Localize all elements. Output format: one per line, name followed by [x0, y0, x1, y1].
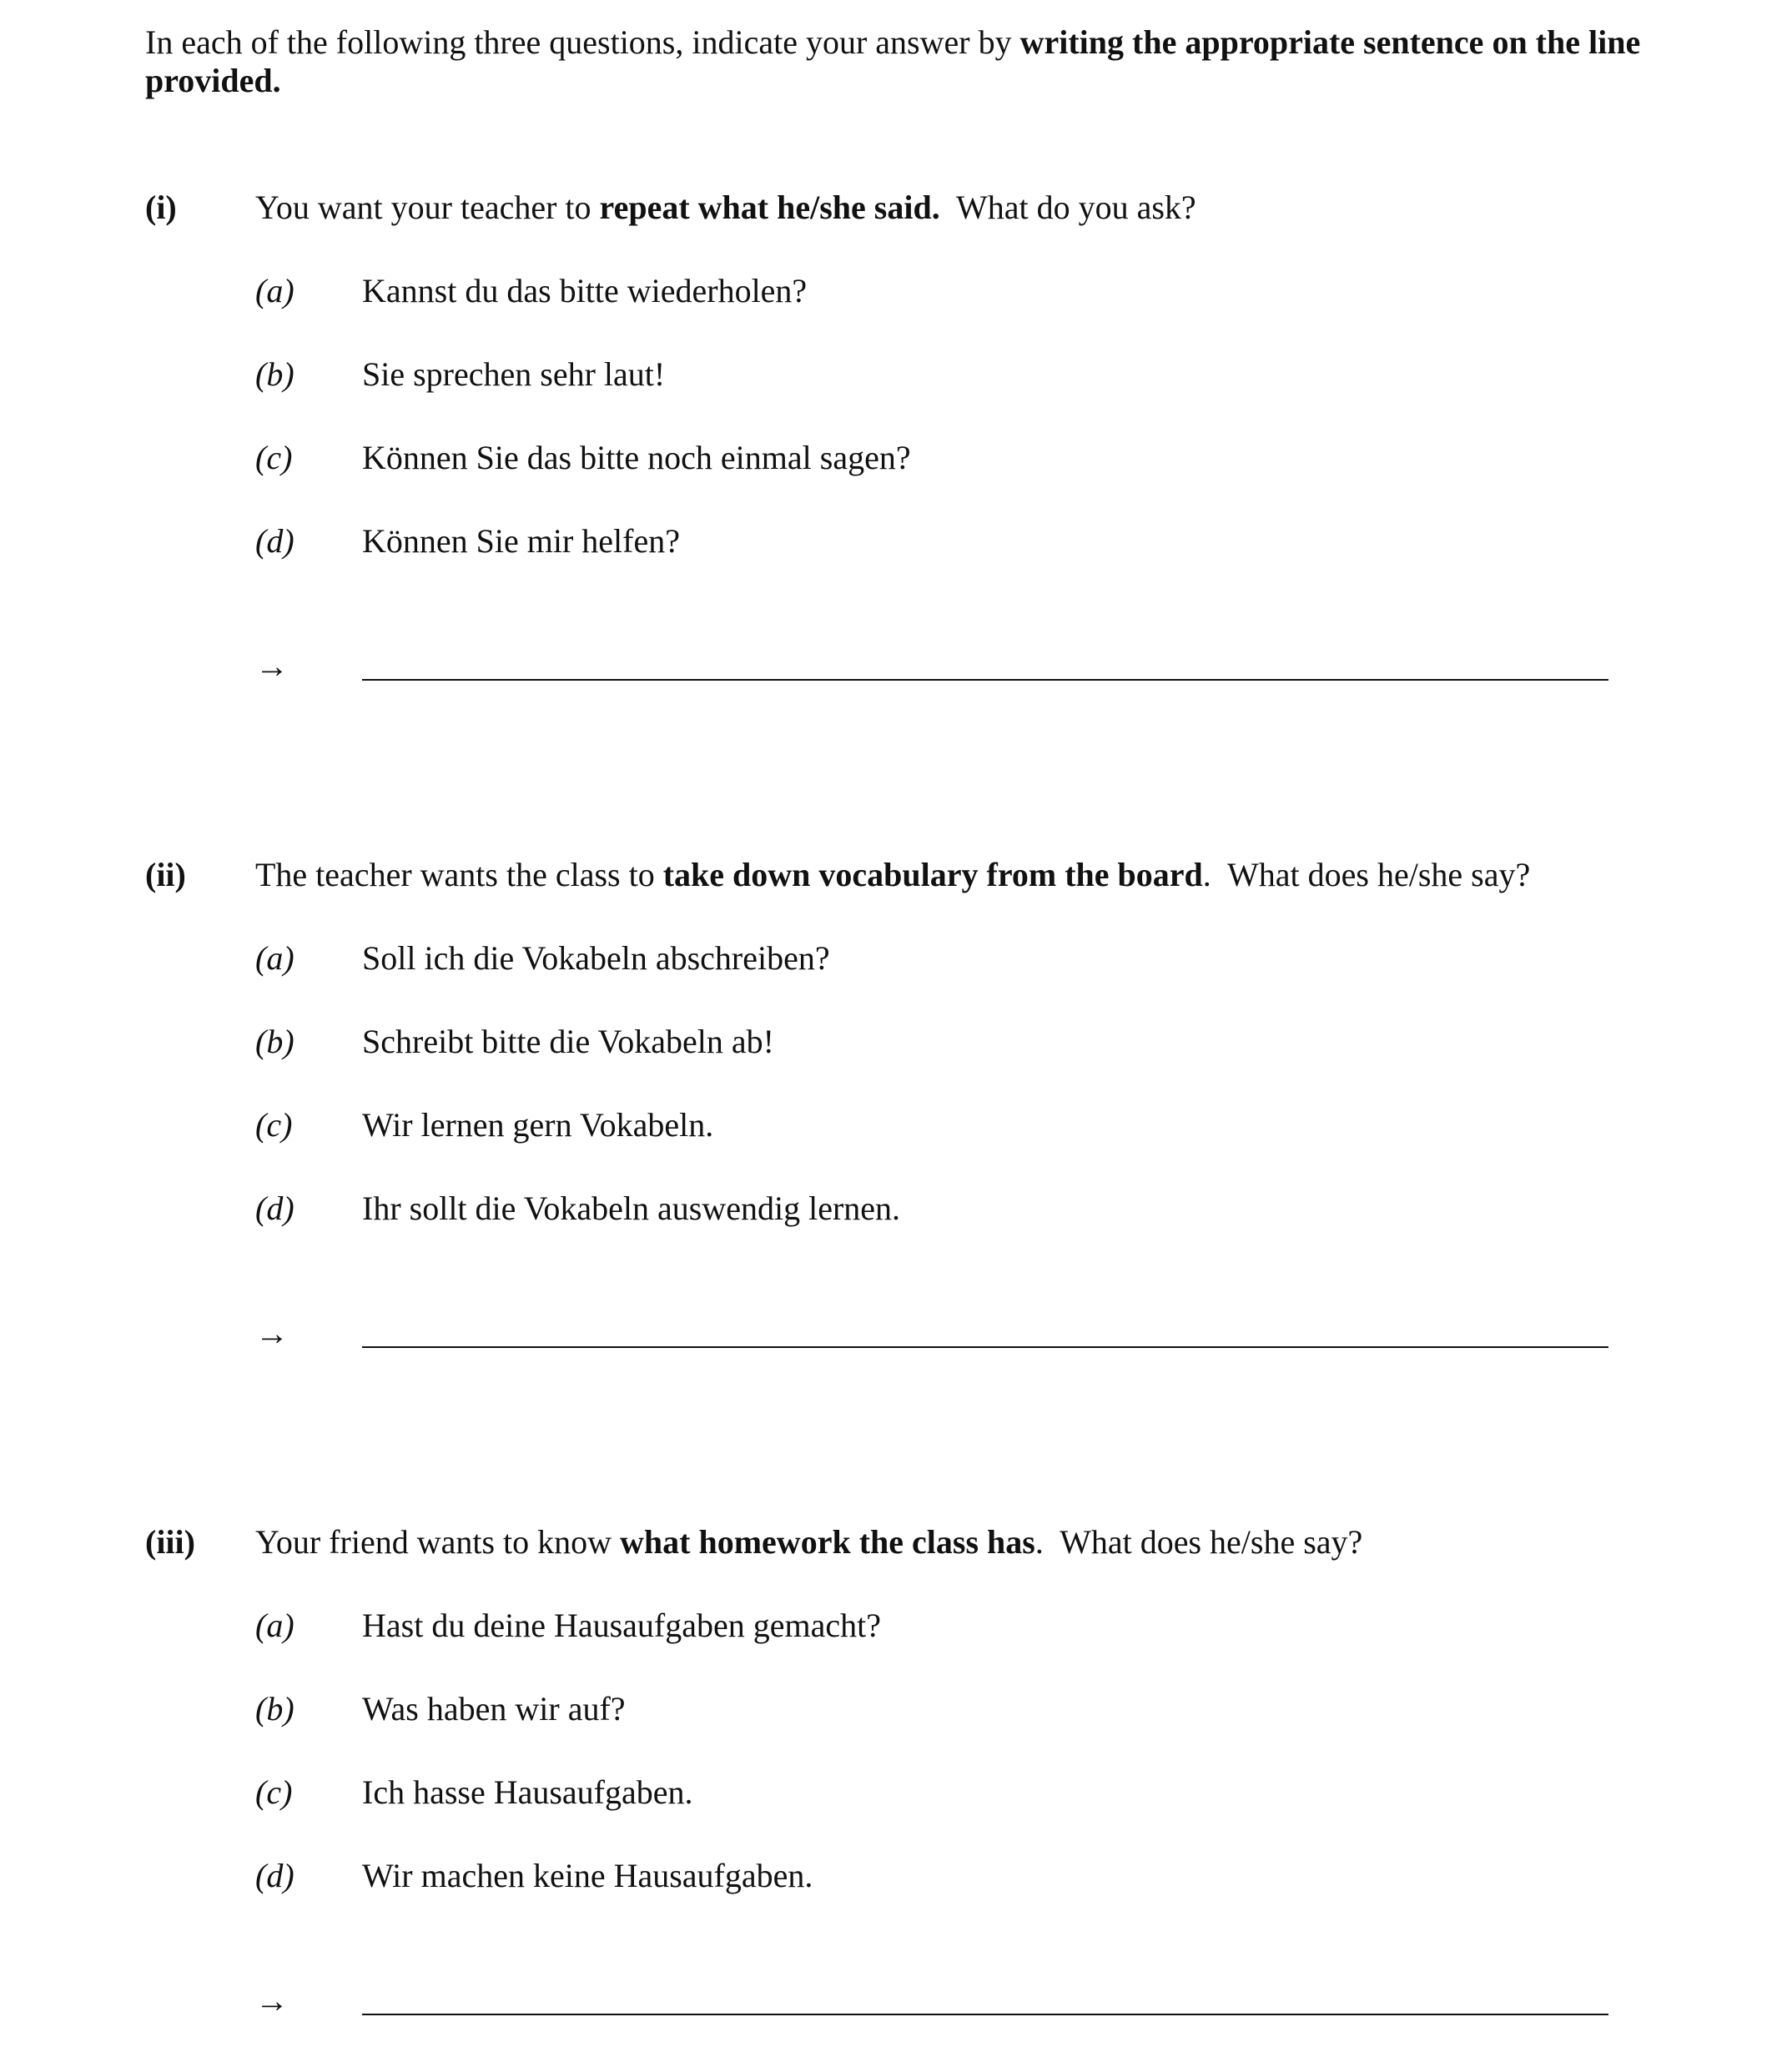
question-number: (i) — [145, 189, 177, 226]
instructions-text: In each of the following three questions, indicate your answer by — [145, 23, 1020, 61]
prompt-text: Your friend wants to know — [255, 1523, 621, 1561]
option-text: Ich hasse Hausaufgaben. — [362, 1773, 693, 1811]
prompt-text: What do you ask? — [939, 189, 1196, 226]
option-text: Soll ich die Vokabeln abschreiben? — [362, 939, 830, 977]
prompt-text: . What does he/she say? — [1034, 1523, 1363, 1561]
answer-row — [255, 1315, 1757, 1356]
option-text: Können Sie das bitte noch einmal sagen? — [362, 439, 911, 476]
prompt-emphasis: repeat what he/she said. — [599, 189, 940, 226]
option-text: Wir machen keine Hausaufgaben. — [362, 1857, 813, 1894]
question-number: (ii) — [145, 856, 186, 893]
prompt-text: . What does he/she say? — [1202, 856, 1531, 893]
option-text: Kannst du das bitte wiederholen? — [362, 272, 808, 309]
question-prompt — [255, 856, 1530, 894]
option-letter: (c) — [255, 1106, 293, 1144]
option-letter: (a) — [255, 1607, 294, 1644]
option-letter: (a) — [255, 272, 294, 309]
option-b — [255, 1023, 1674, 1061]
instructions-bold-text: writing the appropriate sentence on the line provided. — [145, 23, 1641, 99]
answer-row — [255, 647, 1757, 689]
option-letter: (c) — [255, 439, 293, 476]
option-letter: (d) — [255, 522, 294, 560]
option-b — [255, 1690, 1674, 1728]
option-letter: (d) — [255, 1857, 294, 1894]
option-letter: (b) — [255, 355, 294, 393]
option-d — [255, 1189, 1674, 1228]
option-text: Können Sie mir helfen? — [362, 522, 680, 560]
prompt-emphasis: take down vocabulary from the board — [662, 856, 1203, 893]
option-c — [255, 1106, 1674, 1144]
arrow-icon: → — [255, 1315, 289, 1352]
option-letter: (b) — [255, 1023, 294, 1060]
option-b — [255, 355, 1674, 394]
answer-line[interactable] — [362, 1346, 1608, 1348]
option-c — [255, 1773, 1674, 1812]
prompt-text: The teacher wants the class to — [255, 856, 663, 893]
option-text: Schreibt bitte die Vokabeln ab! — [362, 1023, 774, 1060]
arrow-icon: → — [255, 647, 289, 685]
answer-line[interactable] — [362, 2014, 1608, 2015]
option-text: Wir lernen gern Vokabeln. — [362, 1106, 714, 1144]
option-text: Was haben wir auf? — [362, 1690, 626, 1728]
option-d — [255, 522, 1674, 561]
arrow-icon: → — [255, 1982, 289, 2019]
answer-line[interactable] — [362, 679, 1608, 681]
option-text: Ihr sollt die Vokabeln auswendig lernen. — [362, 1189, 901, 1227]
option-a — [255, 1607, 1674, 1645]
option-letter: (d) — [255, 1189, 294, 1227]
question-prompt — [255, 189, 1196, 227]
option-a — [255, 272, 1674, 310]
answer-row — [255, 1982, 1757, 2024]
option-letter: (a) — [255, 939, 294, 977]
option-d — [255, 1857, 1674, 1895]
prompt-text: You want your teacher to — [255, 189, 600, 226]
option-a — [255, 939, 1674, 978]
option-text: Hast du deine Hausaufgaben gemacht? — [362, 1607, 881, 1644]
question-prompt — [255, 1523, 1362, 1562]
instructions — [145, 23, 1672, 100]
option-text: Sie sprechen sehr laut! — [362, 355, 666, 393]
prompt-emphasis: what homework the class has — [620, 1523, 1035, 1561]
option-letter: (c) — [255, 1773, 293, 1811]
option-c — [255, 439, 1674, 477]
option-letter: (b) — [255, 1690, 294, 1728]
question-number: (iii) — [145, 1523, 195, 1561]
